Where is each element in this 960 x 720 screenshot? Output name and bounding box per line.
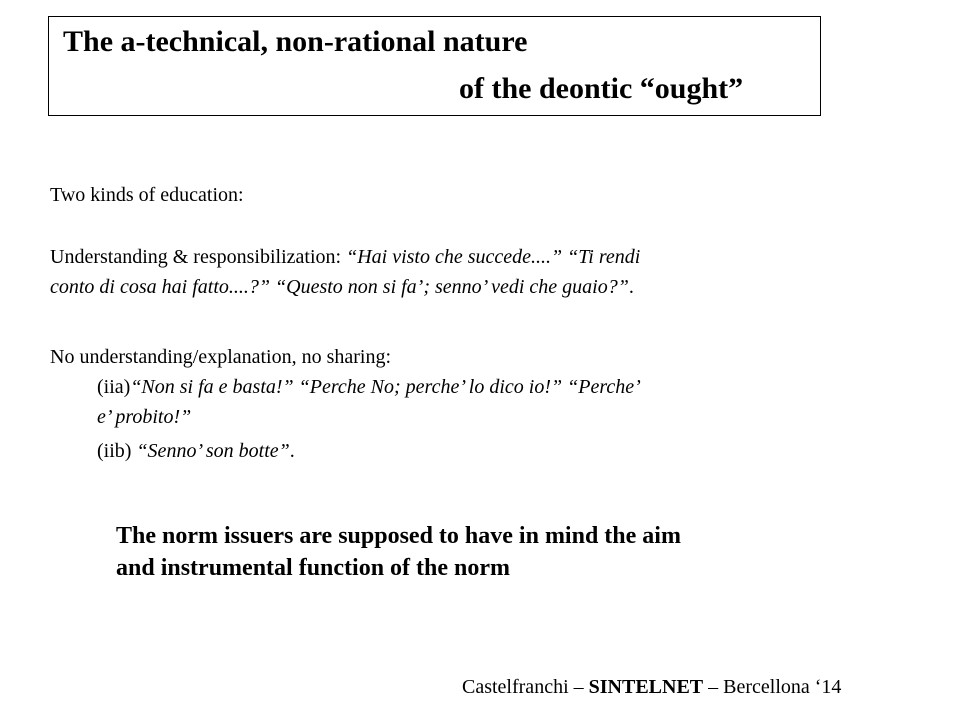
title-box [48, 16, 821, 116]
quote-senno: “Senno’ son botte” [136, 440, 290, 462]
iib-suffix: . [289, 440, 295, 462]
section2-iib-line [97, 436, 295, 466]
section2-heading: No understanding/explanation, no sharing: [50, 346, 392, 368]
footer-author: Castelfranchi – [462, 676, 589, 698]
conclusion [116, 520, 681, 584]
section1-line-2 [50, 272, 634, 302]
iia-label: (iia) [97, 376, 131, 398]
title-line-1: The a-technical, non-rational nature [63, 25, 528, 58]
section1-heading: Two kinds of education: [50, 184, 244, 206]
section1-prefix: Understanding & responsibilization: [50, 246, 347, 268]
footer-project: SINTELNET [588, 676, 704, 698]
conclusion-line-2: and instrumental function of the norm [116, 555, 511, 581]
footer [462, 676, 841, 699]
title-line-2: of the deontic “ought” [459, 72, 744, 105]
quote-ti-rendi: “Ti rendi [562, 246, 641, 268]
quote-non-si-fa: “Non si fa e basta!” “Perche No; perche’ lo dico io!” “Perche’ [130, 376, 641, 398]
conclusion-line-1: The norm issuers are supposed to have in mind the aim [116, 523, 681, 549]
section1-line-1 [50, 242, 640, 272]
quote-hai-visto: “Hai visto che succede....” [346, 246, 563, 268]
section1-suffix: . [628, 276, 634, 298]
quote-conto: conto di cosa hai fatto....?” “Questo non si fa’; senno’ vedi che guaio?” [50, 276, 629, 298]
iib-label: (iib) [97, 440, 137, 462]
quote-probito: e’ probito!” [97, 406, 192, 428]
footer-venue: – Bercellona ‘14 [703, 676, 842, 698]
section2-iia-line-2 [97, 402, 191, 432]
section2-iia-line-1 [97, 372, 641, 402]
